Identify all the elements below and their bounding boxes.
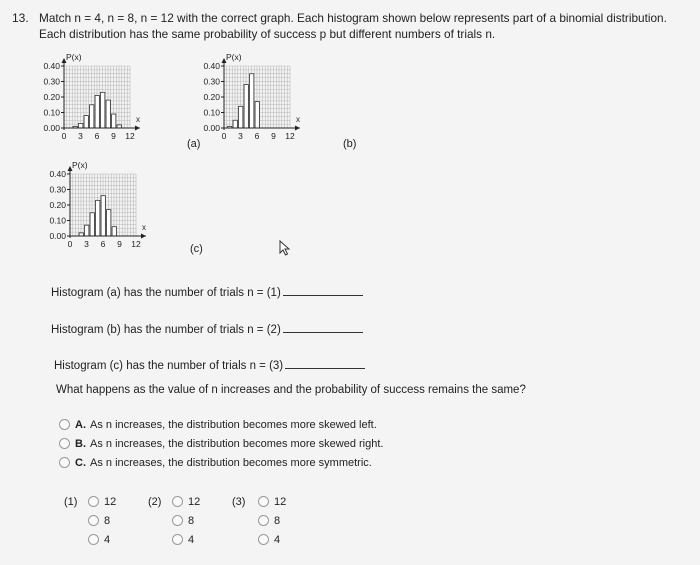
histogram-bar <box>85 225 89 236</box>
answer-blank-3[interactable] <box>285 358 365 369</box>
histogram-bar <box>95 95 99 128</box>
selector-1-radio-8[interactable] <box>88 515 99 526</box>
y-tick-label: 0.40 <box>203 61 220 71</box>
selector-1-value-8: 8 <box>104 515 111 527</box>
y-tick-label: 0.10 <box>49 215 66 226</box>
histogram-bar <box>101 92 105 128</box>
histogram-bar <box>90 213 94 236</box>
y-tick-label: 0.30 <box>203 76 220 87</box>
histogram-a <box>30 48 160 148</box>
y-tick-label: 0.40 <box>49 169 66 179</box>
selector-2-radio-12[interactable] <box>172 496 183 507</box>
histogram-bar <box>233 120 237 128</box>
x-tick-label: 9 <box>271 131 276 141</box>
selector-1-option-4[interactable] <box>88 534 110 546</box>
option-a[interactable] <box>59 419 377 431</box>
y-axis-title: P(x) <box>226 52 242 62</box>
y-tick-label: 0.40 <box>43 61 60 71</box>
histogram-bar <box>79 123 83 128</box>
x-axis-label: x <box>136 115 140 124</box>
x-axis-label: x <box>296 115 300 124</box>
x-tick-label: 0 <box>221 131 227 141</box>
selector-3-label: (3) <box>232 496 246 508</box>
x-tick-label: 3 <box>78 131 83 141</box>
selector-3-radio-4[interactable] <box>258 534 269 545</box>
selector-2-value-4: 4 <box>188 534 195 546</box>
selector-2-option-12[interactable] <box>172 496 200 508</box>
histogram-c <box>36 156 166 256</box>
selector-2-option-4[interactable] <box>172 534 194 546</box>
answer-blank-1[interactable] <box>283 285 363 296</box>
histogram-bar <box>96 200 100 236</box>
x-tick-label: 6 <box>100 239 106 249</box>
question-line-2: Each distribution has the same probability of success p but different numbers of trials n. <box>39 27 496 41</box>
x-axis-arrow-icon <box>295 126 300 131</box>
question-number: 13. <box>12 11 29 25</box>
histogram-bar <box>250 74 254 128</box>
followup-question: What happens as the value of n increases and the probability of success remains the same? <box>56 384 526 396</box>
option-a-radio[interactable] <box>59 419 70 430</box>
y-tick-label: 0.30 <box>43 76 60 87</box>
y-tick-label: 0.00 <box>203 123 220 133</box>
histogram-bar <box>255 102 259 128</box>
y-tick-label: 0.20 <box>49 200 66 210</box>
x-tick-label: 12 <box>131 239 141 249</box>
selector-1-radio-12[interactable] <box>88 496 99 507</box>
option-a-text: As n increases, the distribution becomes more skewed left. <box>90 419 377 431</box>
selector-1-option-8[interactable] <box>88 515 110 527</box>
histogram-bar <box>112 227 116 236</box>
x-axis-arrow-icon <box>135 126 140 131</box>
selector-1-label: (1) <box>64 496 78 508</box>
x-tick-label: 0 <box>67 239 73 249</box>
histogram-bar <box>239 106 243 128</box>
x-tick-label: 9 <box>117 239 122 249</box>
y-tick-label: 0.00 <box>43 123 60 133</box>
x-tick-label: 12 <box>285 131 295 141</box>
question-line-1: Match n = 4, n = 8, n = 12 with the correct graph. Each histogram shown below represents part of a binomial distribution. <box>39 11 667 25</box>
selector-1-value-4: 4 <box>104 534 111 546</box>
selector-2-value-12: 12 <box>188 496 201 508</box>
x-tick-label: 6 <box>254 131 260 141</box>
y-tick-label: 0.10 <box>43 107 60 118</box>
selector-3-value-8: 8 <box>274 515 281 527</box>
selector-3-option-4[interactable] <box>258 534 280 546</box>
match-row-c <box>54 358 365 374</box>
selector-3-radio-12[interactable] <box>258 496 269 507</box>
x-axis-arrow-icon <box>141 234 146 239</box>
histogram-bar <box>244 85 248 128</box>
selector-2-value-8: 8 <box>188 515 195 527</box>
histogram-bar <box>112 114 116 128</box>
x-tick-label: 3 <box>84 239 89 249</box>
option-a-letter: A. <box>75 419 86 431</box>
y-axis-title: P(x) <box>66 52 82 62</box>
selector-2-radio-4[interactable] <box>172 534 183 545</box>
match-row-a <box>51 285 363 301</box>
selector-3-radio-8[interactable] <box>258 515 269 526</box>
selector-3-value-4: 4 <box>274 534 281 546</box>
option-b-radio[interactable] <box>59 438 70 449</box>
selector-1-radio-4[interactable] <box>88 534 99 545</box>
histogram-a-label: (a) <box>187 138 201 150</box>
selector-2-radio-8[interactable] <box>172 515 183 526</box>
y-tick-label: 0.00 <box>49 231 66 241</box>
match-text-b: Histogram (b) has the number of trials n = (2) <box>51 324 281 336</box>
selector-3-value-12: 12 <box>274 496 287 508</box>
option-c-radio[interactable] <box>59 457 70 468</box>
y-axis-title: P(x) <box>72 160 88 170</box>
option-c-letter: C. <box>75 457 86 469</box>
y-tick-label: 0.20 <box>43 92 60 102</box>
x-tick-label: 0 <box>61 131 67 141</box>
option-c-text: As n increases, the distribution becomes more symmetric. <box>90 457 372 469</box>
x-axis-label: x <box>142 223 146 232</box>
histogram-b-label: (b) <box>343 138 357 150</box>
histogram-bar <box>107 210 111 236</box>
selector-2-option-8[interactable] <box>172 515 194 527</box>
match-text-c: Histogram (c) has the number of trials n = (3) <box>54 360 284 372</box>
x-tick-label: 6 <box>94 131 100 141</box>
x-tick-label: 3 <box>238 131 243 141</box>
histogram-c-label: (c) <box>190 243 203 255</box>
mouse-cursor-icon <box>279 240 291 256</box>
y-tick-label: 0.10 <box>203 107 220 118</box>
histogram-bar <box>90 105 94 128</box>
histogram-bar <box>84 116 88 128</box>
y-tick-label: 0.20 <box>203 92 220 102</box>
selector-3-option-12[interactable] <box>258 496 286 508</box>
selector-2-label: (2) <box>148 496 162 508</box>
match-text-a: Histogram (a) has the number of trials n = (1) <box>51 287 281 299</box>
selector-1-option-12[interactable] <box>88 496 116 508</box>
selector-1-value-12: 12 <box>104 496 117 508</box>
histogram-b <box>190 48 320 148</box>
selector-3-option-8[interactable] <box>258 515 280 527</box>
option-c[interactable] <box>59 457 372 469</box>
option-b[interactable] <box>59 438 383 450</box>
option-b-letter: B. <box>75 438 86 450</box>
x-tick-label: 12 <box>125 131 135 141</box>
answer-blank-2[interactable] <box>283 322 363 333</box>
histogram-bar <box>101 196 105 236</box>
x-tick-label: 9 <box>111 131 116 141</box>
option-b-text: As n increases, the distribution becomes more skewed right. <box>90 438 384 450</box>
histogram-bar <box>106 100 110 128</box>
y-tick-label: 0.30 <box>49 184 66 195</box>
match-row-b <box>51 322 363 338</box>
